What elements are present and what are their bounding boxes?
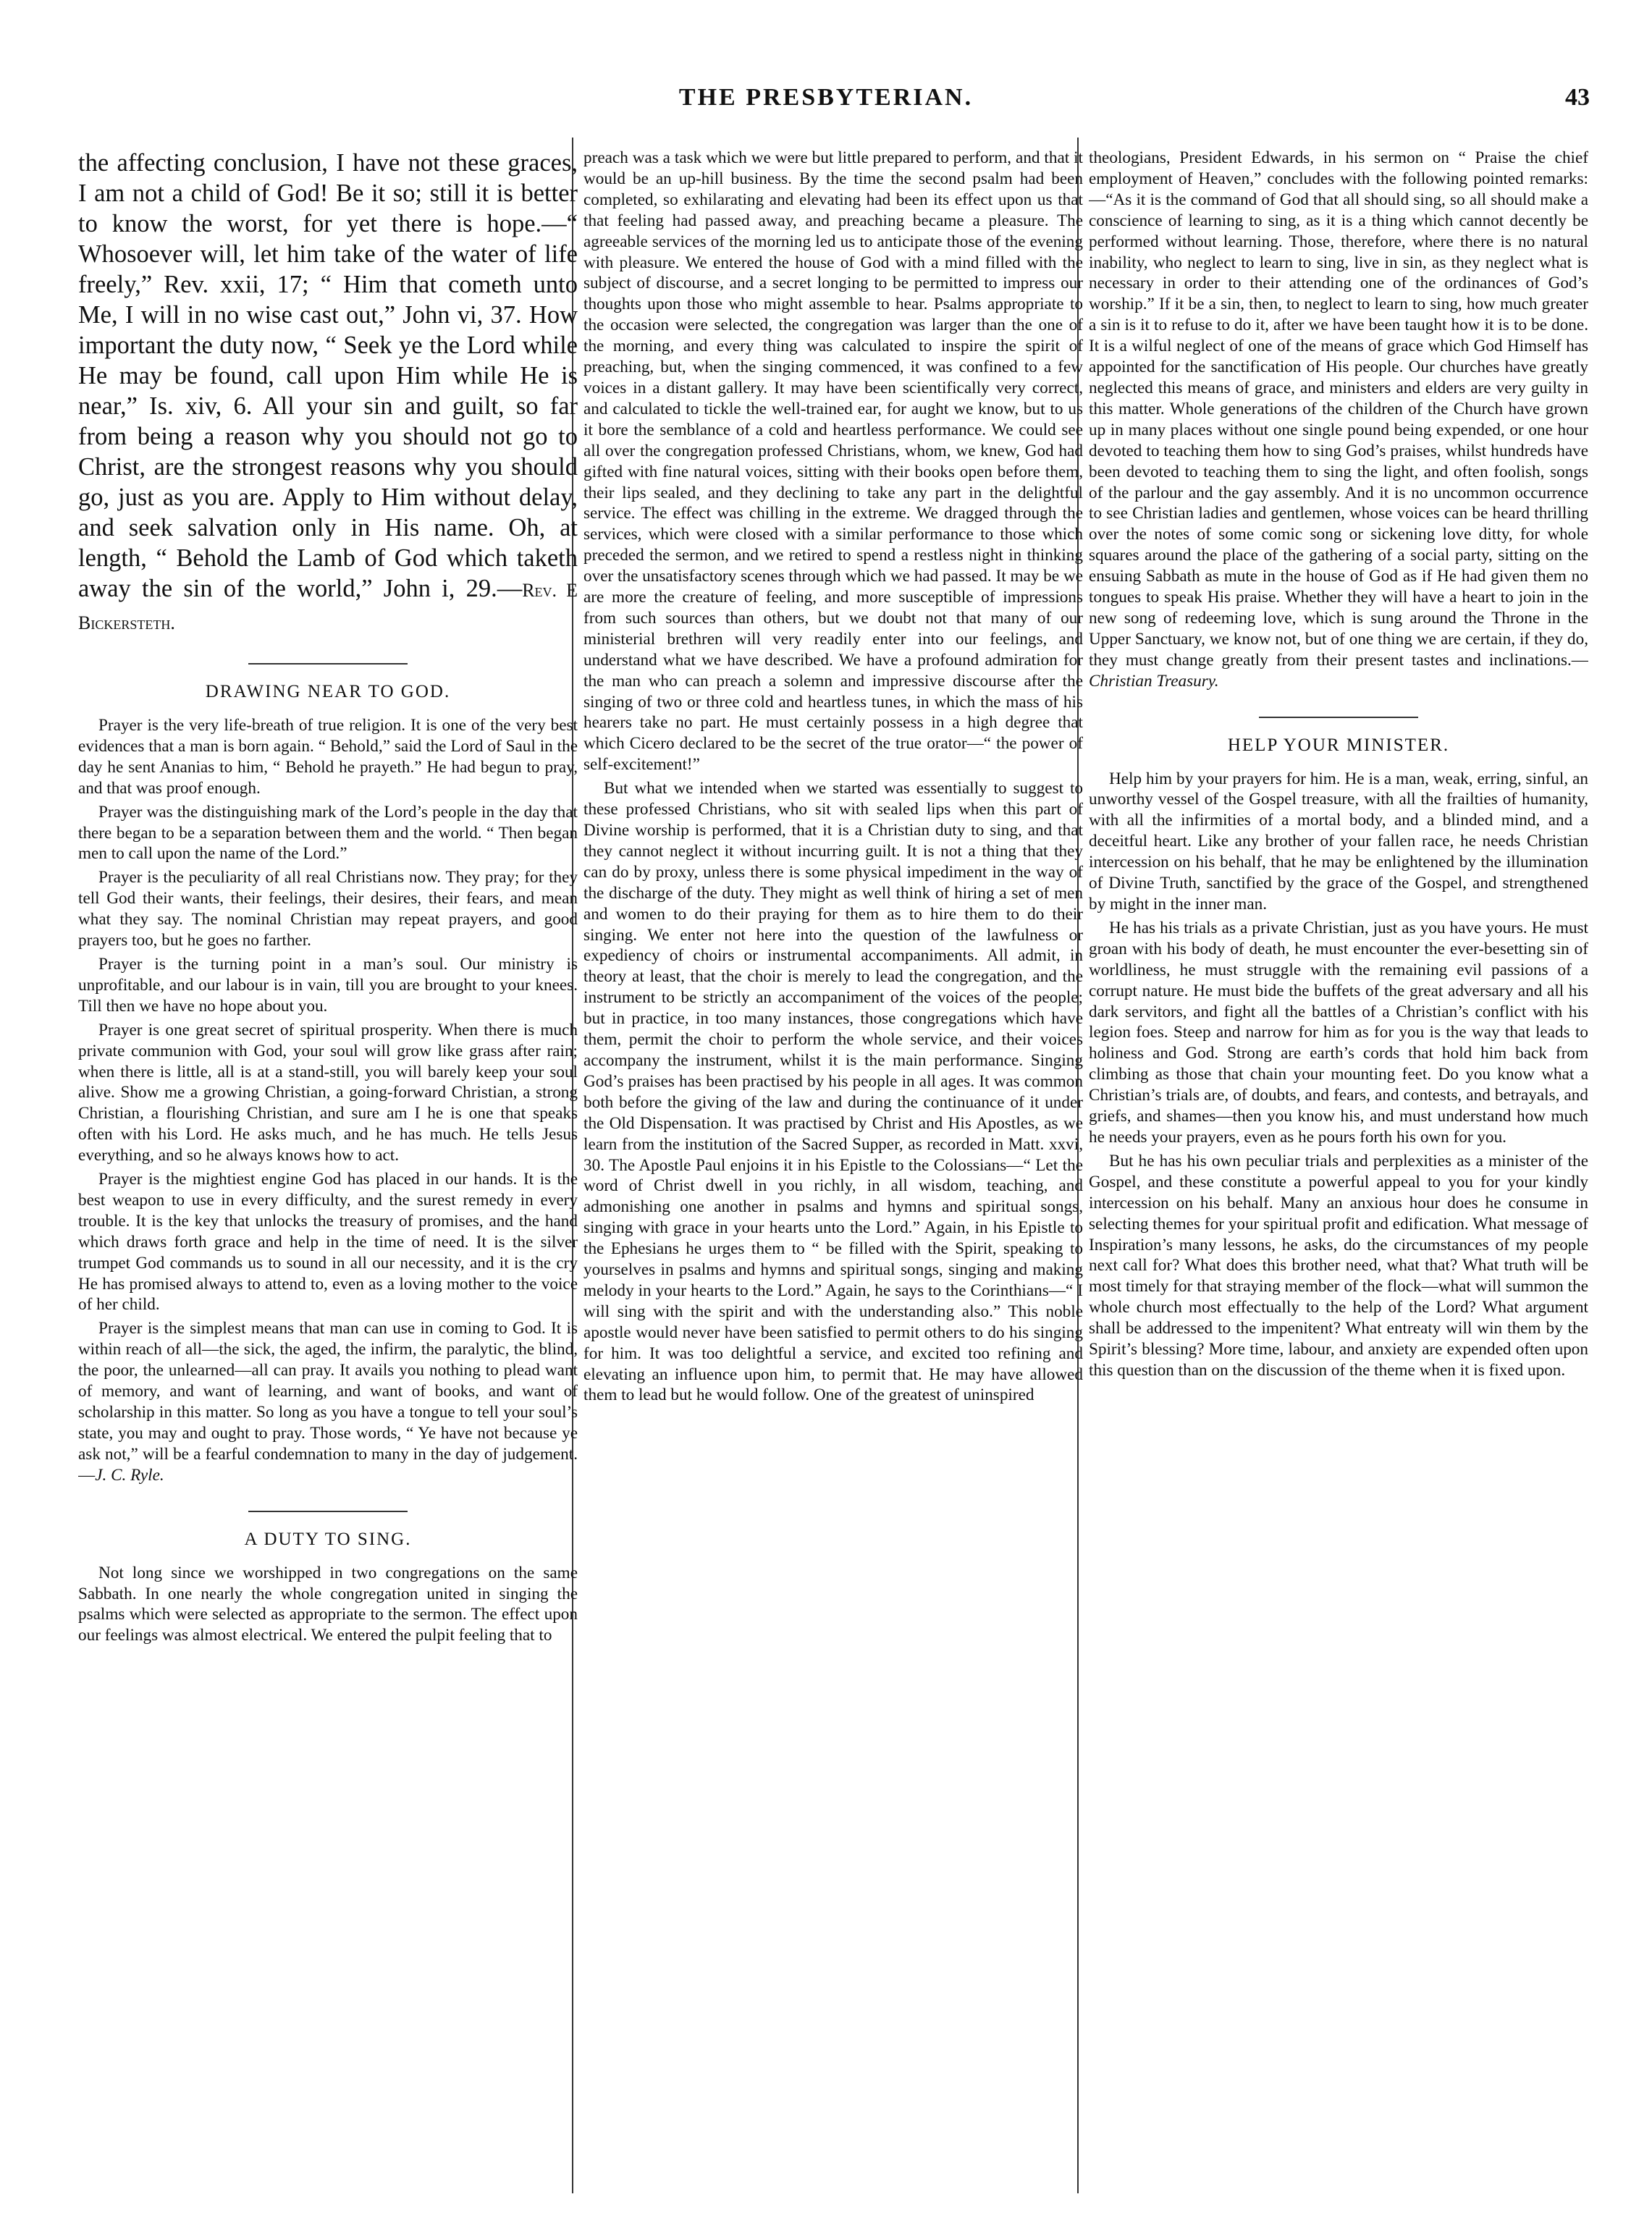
column-3 — [1089, 148, 1588, 2189]
article-paragraph: But what we intended when we started was essentially to suggest to these professed Christians, who sit with sealed lips when this part of Divine worship is performed, that it is a Christian duty to sing, and that they cannot neglect it without incurring guilt. It is not a thing that they can do by proxy, unless there is some physical impediment in the way of the discharge of the duty. They might as well think of hiring a set of men and women to do their praying for them as to hire them to do their singing. We enter not here into the question of the lawfulness or expediency of choirs or instrumental accompaniments. All admit, in theory at least, that the choir is merely to lead the congregation, and the instrument to be strictly an accompaniment of the voices of the people; but in practice, in too many instances, those congregations which have them, permit the choir to perform the whole service, and their voices accompany the instrument, whilst it is the main performance. Singing God’s praises has been practised by his people in all ages. It was common both before the giving of the law and during the continuance of it under the Old Dispensation. It was practised by Christ and His Apostles, as we learn from the institution of the Sacred Supper, as recorded in Matt. xxvi, 30. The Apostle Paul enjoins it in his Epistle to the Colossians—“ Let the word of Christ dwell in you richly, in all wisdom, teaching, and admonishing one another in psalms and hymns and spiritual songs, singing with grace in your hearts unto the Lord.” Again, in his Epistle to the Ephesians he urges them to “ be filled with the Spirit, speaking to yourselves in psalms and hymns and spiritual songs, singing and making melody in your hearts to the Lord.” Again, he says to the Corinthians—“ I will sing with the spirit and with the understanding also.” This noble apostle would never have been satisfied to permit others to do his singing for him. It was too delightful a service, and excited too refining and elevating an influence upon him, to permit that. He may have allowed them to lead but he would follow. One of the greatest of uninspired — [583, 779, 1083, 1405]
article-paragraph: Prayer is one great secret of spiritual prosperity. When there is much private communion with God, your soul will grow like grass after rain; when there is little, all is at a stand-still, you will barely keep your soul alive. Show me a growing Christian, a going-forward Christian, a strong Christian, a flourishing Christian, and sure am I he is one that speaks often with his Lord. He asks much, and he has much. He tells Jesus everything, and so he always knows how to act. — [78, 1020, 578, 1165]
article-paragraph-text: theologians, President Edwards, in his sermon on “ Praise the chief employment of Heaven,” concludes with the following pointed remarks:—“As it is the command of God that all should sing, so all should make a conscience of learning to sing, as it is a thing which cannot decently be performed without learning. Those, therefore, where there is no natural inability, who neglect to learn to sing, live in sin, as they neglect what is necessary in order to their attending one of the ordinances of God’s worship.” If it be a sin, then, to neglect to learn to sing, how much greater a sin is it to refuse to do it, after we have been taught how it is to be done. It is a wilful neglect of one of the means of grace which God Himself has appointed for the sanctification of His people. Our churches have greatly neglected this means of grace, and ministers and elders are very guilty in this matter. Whole generations of the children of the Church have grown up in many places without one single pound being expended, or one hour devoted to teaching them how to sing God’s praises, whilst hundreds have been devoted to teaching them to sing the light, and often foolish, songs of the parlour and the gay assembly. And it is no uncommon occurrence to see Christian ladies and gentlemen, whose voices can be heard thrilling over the notes of some comic song or sickening love ditty, for whole squares around the place of the gathering of a social party, sitting on the ensuing Sabbath as mute in the house of God as if He had given them no tongues to speak His praise. Whether they will have a heart to join in the new song of redeeming love, which is sung around the Throne in the Upper Sanctuary, we know not, but of one thing we are certain, if they do, they must change greatly from their present tastes and inclinations.— — [1089, 148, 1588, 670]
article-paragraph-text: Prayer is the simplest means that man can use in coming to God. It is within reach of all—the sick, the aged, the infirm, the paralytic, the blind, the poor, the unlearned—all can pray. It avails you nothing to plead want of memory, and want of learning, and want of books, and want of scholarship in this matter. So long as you have a tongue to tell your soul’s state, you may and ought to pray. Those words, “ Ye have not because ye ask not,” will be a fearful condemnation to many in the day of judgement.— — [78, 1319, 578, 1485]
article-paragraph — [78, 1318, 578, 1485]
article-paragraph: Prayer is the turning point in a man’s soul. Our ministry is unprofitable, and our labour is in vain, till you are brought to your knees. Till then we have no hope about you. — [78, 954, 578, 1016]
article-paragraph: preach was a task which we were but little prepared to perform, and that it would be an up-hill business. By the time the second psalm had been completed, so exhilarating and elevating had been its effect upon us that that feeling had passed away, and preaching became a pleasure. The agreeable services of the morning led us to anticipate those of the evening with pleasure. We entered the house of God with a mind filled with the subject of discourse, and a secret longing to be permitted to impress our thoughts upon those who might assemble to hear. Psalms appropriate to the occasion were selected, the congregation was larger than the one of the morning, and every thing was calculated to inspire the spirit of preaching, but, when the singing commenced, it was confined to a few voices in a distant gallery. It may have been scientifically very correct, and calculated to tickle the well-trained ear, for aught we know, but to us it bore the semblance of a cold and heartless performance. We could see all over the congregation professed Christians, whom, we knew, God had gifted with fine natural voices, sitting with their books open before them, their lips sealed, and they declining to take any part in the delightful service. The effect was chilling in the extreme. We dragged through the services, which were closed with a similar performance to those which preceded the sermon, and we retired to spend a restless night in thinking over the unsatisfactory scenes through which we had passed. It may be we are more the creature of feeling, and more susceptible of impressions from such sources than others, but we doubt not that many of our ministerial brethren will very readily enter into our feelings, and understand what we have described. We have a profound admiration for the man who can preach a solemn and impressive discourse after the singing of two or three cold and heartless tunes, in which the mass of his hearers take no part. He must certainly possess in a high degree that which Cicero declared to be the secret of the true orator—“ the power of self-excitement!” — [583, 148, 1083, 775]
article-paragraph: Prayer is the very life-breath of true religion. It is one of the very best evidences that a man is born again. “ Behold,” said the Lord of Saul in the day he sent Ananias to him, “ Behold he prayeth.” He had begun to pray, and that was proof enough. — [78, 716, 578, 798]
article-paragraph: Not long since we worshipped in two congregations on the same Sabbath. In one nearly the whole congregation united in singing the psalms which were selected as appropriate to the sermon. The effect upon our feelings was almost electrical. We entered the pulpit feeling that to — [78, 1563, 578, 1645]
page-number: 43 — [1565, 84, 1590, 111]
article-paragraph: Help him by your prayers for him. He is a man, weak, erring, sinful, an unworthy vessel of the Gospel treasure, with all the frailties of humanity, with all the infirmities of a mortal body, and a blinded mind, and a deceitful heart. Like any brother of your fallen race, he needs Christian intercession on his behalf, that he may be enlightened by the illumination of Divine Truth, sanctified by the grace of the Gospel, and strengthened by might in the inner man. — [1089, 769, 1588, 914]
column-2 — [583, 148, 1083, 2189]
article-paragraph: He has his trials as a private Christian, just as you have yours. He must groan with his body of death, he must encounter the ever-besetting sin of worldliness, he must struggle with the remaining evil passions of a corrupt nature. He must bide the buffets of the great adversary and all his dark servitors, and fight all the battles of a Christian’s conflict with his legion foes. Steep and narrow for him as for you is the way that leads to holiness and God. Strong are earth’s cords that hold him back from climbing as those that chain your mounting feet. Do you know what a Christian’s trials are, of doubts, and fears, and contests, and betrayals, and griefs, and shames—then you know his, and must understand how much he needs your prayers, even as he pours forth his own for you. — [1089, 918, 1588, 1147]
article-title-drawing-near: DRAWING NEAR TO GOD. — [205, 682, 451, 701]
article-title-duty-to-sing: A DUTY TO SING. — [244, 1529, 412, 1549]
article-paragraph — [1089, 148, 1588, 692]
article-paragraph: Prayer is the peculiarity of all real Christians now. They pray; for they tell God their wants, their feelings, their desires, their fears, and mean what they say. The nominal Christian may repeat prayers, and good prayers too, but he goes no farther. — [78, 868, 578, 950]
column-1 — [78, 148, 578, 2189]
opening-signature: Rev. E Bickersteth. — [78, 580, 578, 633]
article-title-help-your-minister: HELP YOUR MINISTER. — [1227, 735, 1450, 755]
article-paragraph: Prayer was the distinguishing mark of the Lord’s people in the day that there began to be a separation between them and the world. “ Then began men to call upon the name of the Lord.” — [78, 802, 578, 864]
running-title: THE PRESBYTERIAN. — [678, 84, 974, 111]
article-attribution: Christian Treasury. — [1089, 671, 1219, 691]
article-paragraph: Prayer is the mightiest engine God has placed in our hands. It is the best weapon to use in every difficulty, and the surest remedy in every trouble. It is the key that unlocks the treasury of promises, and the hand which draws forth grace and help in the time of need. It is the silver trumpet God commands us to sound in all our necessity, and it is the cry He has promised always to attend to, even as a loving mother to the voice of her child. — [78, 1170, 578, 1315]
separator-rule — [1259, 717, 1418, 718]
article-paragraph: But he has his own peculiar trials and perplexities as a minister of the Gospel, and these constitute a powerful appeal to you for your kindly intercession on his behalf. Many an anxious hour does he consume in selecting themes for your spiritual profit and edification. What message of Inspiration’s many lessons, he asks, do the circumstances of my people next call for? What does this brother need, what that? What truth will be most timely for that straying member of the flock—what will summon the whole church most effectually to the help of the Lord? What argument shall be addressed to the impenitent? What entreaty will win them by the Spirit’s blessing? More time, labour, and anxiety are expended often upon this question than on the discussion of the theme when it is fixed upon. — [1089, 1151, 1588, 1380]
opening-paragraph — [78, 148, 578, 638]
article-attribution: J. C. Ryle. — [95, 1465, 164, 1485]
separator-rule — [248, 1511, 408, 1512]
opening-text: the affecting conclusion, I have not these graces, I am not a child of God! Be it so; still it is better to know the worst, for yet there is hope.—“ Whosoever will, let him take of the water of life freely,” Rev. xxii, 17; “ Him that cometh unto Me, I will in no wise cast out,” John vi, 37. How important the duty now, “ Seek ye the Lord while He may be found, call upon Him while He is near,” Is. xiv, 6. All your sin and guilt, so far from being a reason why you should not go to Christ, are the strongest reasons why you should go, just as you are. Apply to Him without delay, and seek salvation only in His name. Oh, at length, “ Behold the Lamb of God which taketh away the sin of the world,” John i, 29.— — [78, 149, 578, 602]
separator-rule — [248, 663, 408, 665]
